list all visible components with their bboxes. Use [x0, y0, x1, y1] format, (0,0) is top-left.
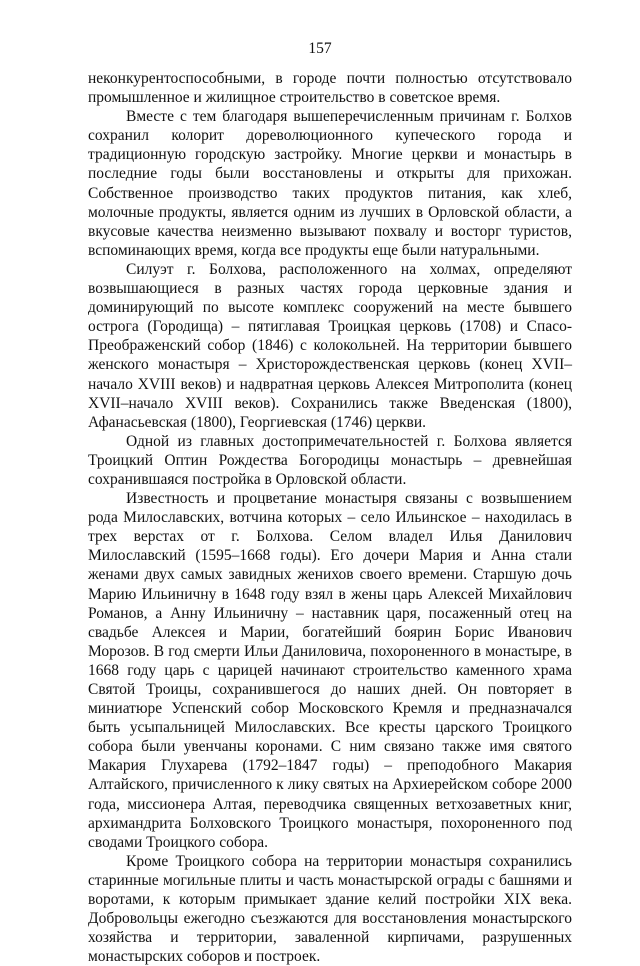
body-text [88, 69, 572, 966]
paragraph-monastery-restoration: Кроме Троицкого собора на территории монастыря сохранились старинные могильные плиты и часть монастырской ограды с башнями и воротами, к которым примыкает здание келий постройки XIX века. Добровольцы ежегодно съезжаются для восстановления монастырского хозяйства и территории, заваленной кирпичами, разрушенных монастырских соборов и построек. [88, 852, 572, 966]
page-number: 157 [308, 40, 332, 57]
paragraph-troitsky-monastery: Одной из главных достопримечательностей г. Болхова является Троицкий Оптин Рождества Богородицы монастырь – древнейшая сохранившаяся постройка в Орловской области. [88, 432, 572, 488]
paragraph-continuation: неконкурентоспособными, в городе почти полностью отсутствовало промышленное и жилищное строительство в советское время. [88, 70, 572, 107]
paragraph-bolkhov-colorit: Вместе с тем благодаря вышеперечисленным причинам г. Болхов сохранил колорит дореволюционного купеческого города и традиционную городскую застройку. Многие церкви и монастырь в последние годы были восстановлены и открыты для прихожан. Собственное производство таких продуктов питания, как хлеб, молочные продукты, является одним из лучших в Орловской области, а вкусовые качества неизменно вызывают похвалу и восторг туристов, вспоминающих время, когда все продукты еще были натуральными. [88, 108, 572, 259]
paragraph-miloslavsky-family: Известность и процветание монастыря связаны с возвышением рода Милославских, вотчина которых – село Ильинское – находилась в трех верстах от г. Болхова. Селом владел Илья Данилович Милославский (1595–1668 годы). Его дочери Мария и Анна стали женами двух самых завидных женихов своего времени. Старшую дочь Марию Ильиничну в 1648 году взял в жены царь Алексей Михайлович Романов, а Анну Ильиничну – наставник царя, посаженный отец на свадьбе Алексея и Марии, богатейший боярин Борис Иванович Морозов. В год смерти Ильи Даниловича, похороненного в монастыре, в 1668 году царь с царицей начинают строительство каменного храма Святой Троицы, сохранившегося до наших дней. Он повторяет в миниатюре Успенский собор Московского Кремля и предназначался быть усыпальницей Милославских. Все кресты царского Троицкого собора были увенчаны коронами. С ним связано также имя святого Макария Глухарева (1792–1847 годы) – преподобного Макария Алтайского, причисленного к лику святых на Архиерейском соборе 2000 года, миссионера Алтая, переводчика священных ветхозаветных книг, архимандрита Болховского Троицкого монастыря, похороненного под сводами Троицкого собора. [88, 490, 572, 851]
paragraph-bolkhov-silhouette: Силуэт г. Болхова, расположенного на холмах, определяют возвышающиеся в разных частях города церковные здания и доминирующий по высоте комплекс сооружений на месте бывшего острога (Городища) – пятиглавая Троицкая церковь (1708) и Спасо-Преображенский собор (1846) с колокольней. На территории бывшего женского монастыря – Христорождественская церковь (конец XVII–начало XVIII веков) и надвратная церковь Алексея Митрополита (конец XVII–начало XVIII веков). Сохранились также Введенская (1800), Афанасьевская (1800), Георгиевская (1746) церкви. [88, 260, 572, 431]
